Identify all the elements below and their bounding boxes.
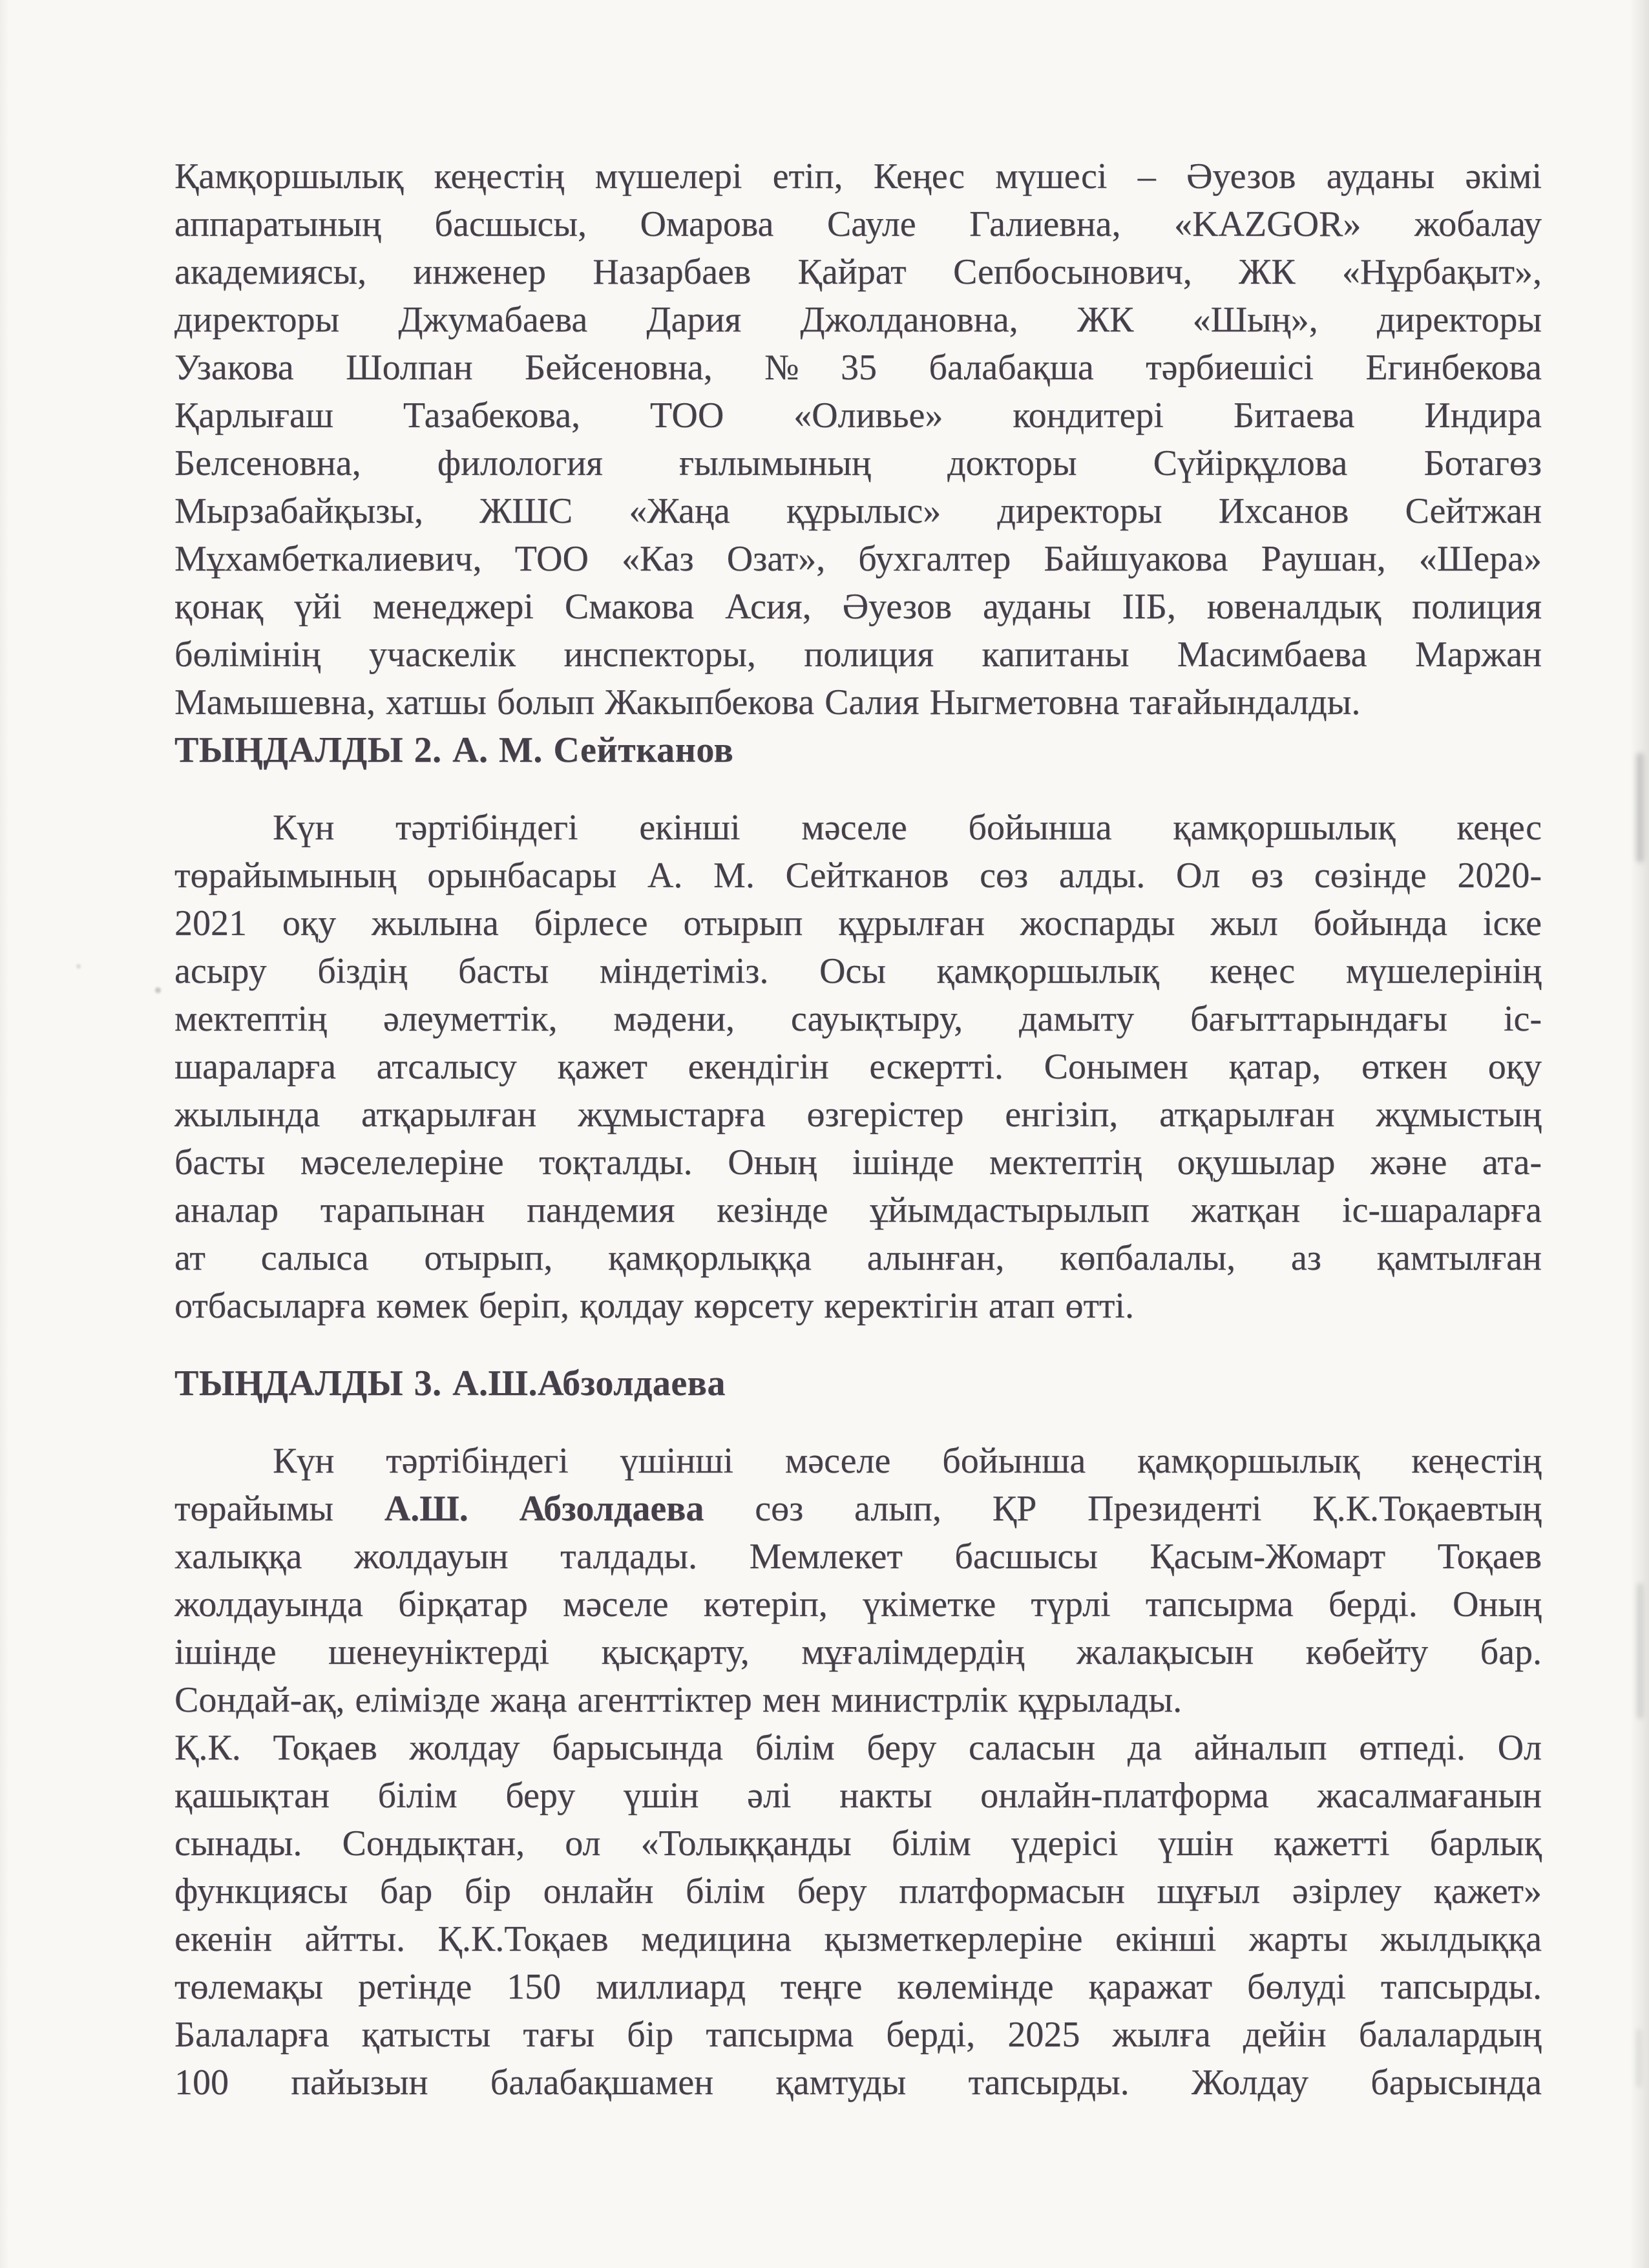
text-line: функциясы бар бір онлайн білім беру платформасын шұғыл әзірлеу қажет» [174,1871,1542,1911]
paragraph [174,1437,1542,1724]
text-line: Мамышевна, хатшы болып Жакыпбекова Салия Ныгметовна тағайындалды. [174,682,1361,722]
text-line: шараларға атсалысу қажет екендігін ескертті. Сонымен қатар, өткен оқу [174,1047,1542,1087]
scan-edge-shadow-right [1630,0,1649,2268]
text-line: төлемақы ретінде 150 миллиард теңге көлемінде қаражат бөлуді тапсырды. [174,1967,1542,2007]
text-line: қашықтан білім беру үшін әлі накты онлайн-платформа жасалмағанын [174,1776,1542,1816]
text-line: Күн тәртібіндегі екінші мәселе бойынша қамқоршылық кеңес [273,808,1542,848]
text-line: басты мәселелеріне тоқталды. Оның ішінде мектептің оқушылар және ата- [174,1142,1542,1182]
text-line: ат салыса отырып, қамқорлыққа алынған, көпбалалы, аз қамтылған [174,1238,1542,1278]
text-line: Мырзабайқызы, ЖШС «Жаңа құрылыс» директоры Ихсанов Сейтжан [174,491,1542,531]
scan-speck [76,964,81,969]
scan-edge-shadow-left [0,0,9,2268]
text-line: асыру біздің басты міндетіміз. Осы қамқоршылық кеңес мүшелерінің [174,951,1542,991]
text-line: Қамқоршылық кеңестің мүшелері етіп, Кеңес мүшесі – Әуезов ауданы әкімі [174,156,1542,196]
scan-smudge [1636,2029,1641,2087]
text-line: жылында атқарылған жұмыстарға өзгерістер енгізіп, атқарылған жұмыстың [174,1095,1542,1135]
text-line: аппаратының басшысы, Омарова Сауле Галиевна, «KAZGOR» жобалау [174,204,1542,244]
text-line: бөлімінің учаскелік инспекторы, полиция капитаны Масимбаева Маржан [174,635,1542,675]
text-line: Сондай-ақ, елімізде жаңа агенттіктер мен министрлік құрылады. [174,1680,1182,1720]
scan-smudge [1637,1583,1643,1719]
text-line: ТЫҢДАЛДЫ 3. А.Ш.Абзолдаева [174,1363,726,1403]
text-line: төрайымының орынбасары А. М. Сейтканов сөз алды. Ол өз сөзінде 2020- [174,856,1542,896]
text-line: Қ.К. Тоқаев жолдау барысында білім беру саласын да айналып өтпеді. Ол [174,1728,1542,1768]
text-line: аналар тарапынан пандемия кезінде ұйымдастырылып жатқан іс-шараларға [174,1190,1542,1230]
text-line: халыққа жолдауын талдады. Мемлекет басшысы Қасым-Жомарт Тоқаев [174,1537,1542,1577]
text-line: ішінде шенеуніктерді қысқарту, мұғалімдердің жалақысын көбейту бар. [174,1632,1542,1672]
paragraph [174,1724,1542,2106]
bold-name: А.Ш. Абзолдаева [384,1489,704,1529]
text-line: ТЫҢДАЛДЫ 2. А. М. Сейтканов [174,730,734,770]
text-line: Қарлығаш Тазабекова, ТОО «Оливье» кондитері Битаева Индира [174,395,1542,436]
text-line: мектептің әлеуметтік, мәдени, сауықтыру, дамыту бағыттарындағы іс- [174,999,1542,1039]
text-line: 100 пайызын балабақшамен қамтуды тапсырды. Жолдау барысында [174,2063,1542,2103]
text-block [174,152,1542,2106]
text-line: Балаларға қатысты тағы бір тапсырма берді, 2025 жылға дейін балалардың [174,2015,1542,2055]
text-line: төрайымы А.Ш. Абзолдаева сөз алып, ҚР Президенті Қ.К.Тоқаевтың [174,1489,1542,1529]
scan-speck [155,987,161,993]
text-line: Белсеновна, филология ғылымының докторы Сүйірқұлова Ботагөз [174,443,1542,483]
text-line: Узакова Шолпан Бейсеновна, №35 балабақша тәрбиешісі Егинбекова [174,348,1542,388]
text-line: қонақ үйі менеджері Смакова Асия, Әуезов ауданы ІІБ, ювеналдық полиция [174,587,1542,627]
text-line: екенін айтты. Қ.К.Тоқаев медицина қызметкерлеріне екінші жарты жылдыққа [174,1919,1542,1959]
text-line: директоры Джумабаева Дария Джолдановна, ЖК «Шың», директоры [174,300,1542,340]
text-line: сынады. Сондықтан, ол «Толыққанды білім үдерісі үшін қажетті барлық [174,1823,1542,1864]
section-heading [174,726,1542,774]
text-line: 2021 оқу жылына бірлесе отырып құрылған жоспарды жыл бойында іске [174,903,1542,943]
section-heading [174,1360,1542,1407]
text-line: академиясы, инженер Назарбаев Қайрат Сепбосынович, ЖК «Нұрбақыт», [174,252,1542,292]
text-line: отбасыларға көмек беріп, қолдау көрсету керектігін атап өтті. [174,1286,1134,1326]
text-line: Мұхамбеткалиевич, ТОО «Каз Озат», бухгалтер Байшуакова Раушан, «Шера» [174,539,1542,579]
paragraph [174,152,1542,726]
text-line: Күн тәртібіндегі үшінші мәселе бойынша қамқоршылық кеңестің [273,1441,1542,1481]
paragraph [174,804,1542,1330]
scan-smudge [1636,753,1644,863]
text-line: жолдауында бірқатар мәселе көтеріп, үкіметке түрлі тапсырма берді. Оның [174,1584,1542,1624]
